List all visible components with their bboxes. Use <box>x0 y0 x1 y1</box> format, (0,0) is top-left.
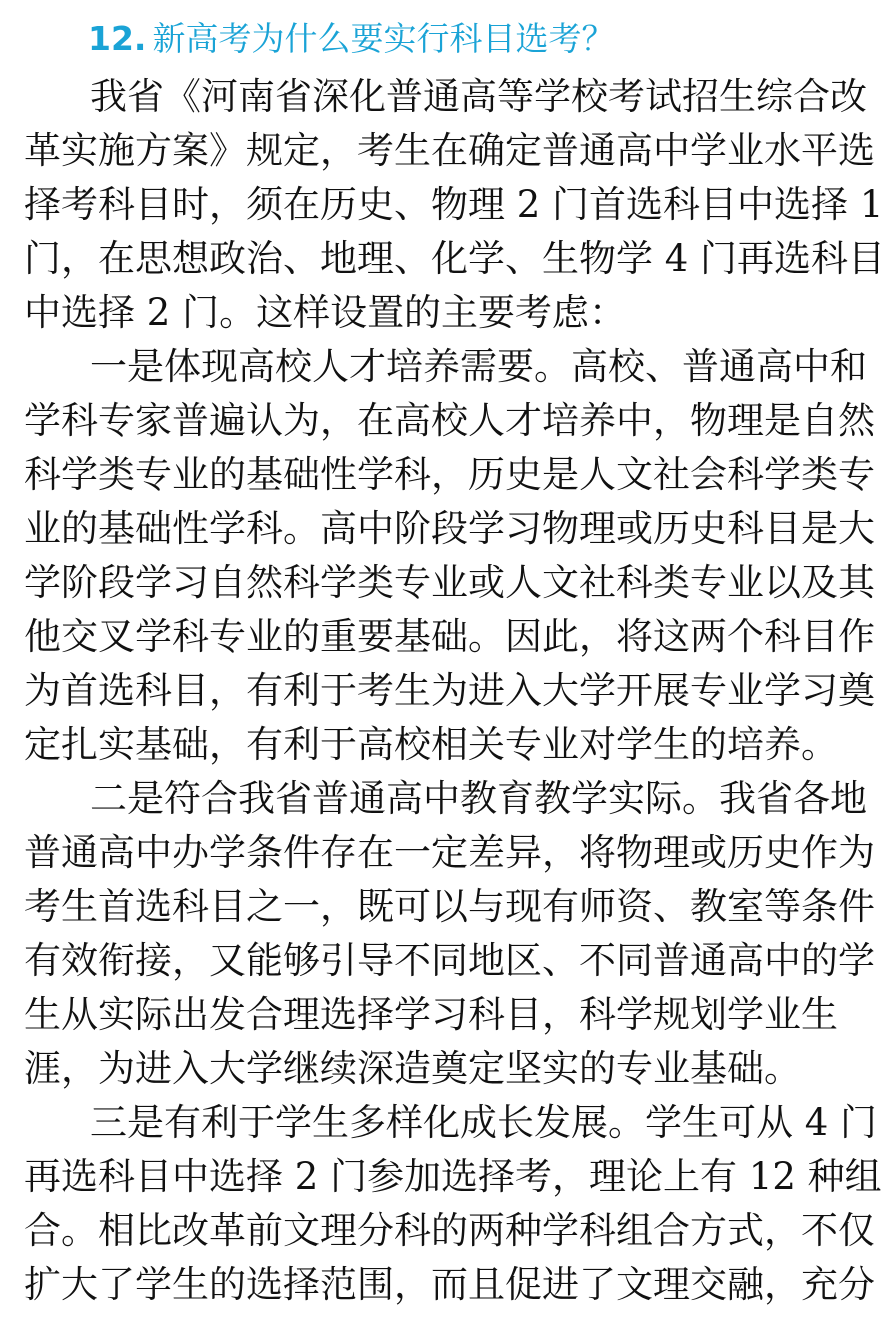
text-line: 为首选科目，有利于考生为进入大学开展专业学习奠 <box>24 669 875 712</box>
text-line: 再选科目中选择 2 门参加选择考，理论上有 12 种组 <box>24 1155 882 1198</box>
text-line: 合。相比改革前文理分科的两种学科组合方式，不仅 <box>24 1209 875 1252</box>
question-title: 新高考为什么要实行科目选考？ <box>152 19 615 58</box>
text-line: 扩大了学生的选择范围，而且促进了文理交融，充分 <box>24 1263 875 1306</box>
text-line: 他交叉学科专业的重要基础。因此，将这两个科目作 <box>24 615 875 658</box>
text-line: 有效衔接，又能够引导不同地区、不同普通高中的学 <box>24 939 875 982</box>
text-line: 择考科目时，须在历史、物理 2 门首选科目中选择 1 <box>24 183 884 226</box>
text-line: 涯，为进入大学继续深造奠定坚实的专业基础。 <box>24 1047 801 1090</box>
text-line: 科学类专业的基础性学科，历史是人文社会科学类专 <box>24 453 875 496</box>
text-line: 我省《河南省深化普通高等学校考试招生综合改 <box>90 75 867 118</box>
text-line: 二是符合我省普通高中教育教学实际。我省各地 <box>90 777 867 820</box>
text-line: 学阶段学习自然科学类专业或人文社科类专业以及其 <box>24 561 875 604</box>
section-heading <box>24 8 788 70</box>
text-line: 门，在思想政治、地理、化学、生物学 4 门再选科目 <box>24 237 885 280</box>
text-line: 革实施方案》规定，考生在确定普通高中学业水平选 <box>24 129 875 172</box>
text-line: 一是体现高校人才培养需要。高校、普通高中和 <box>90 345 867 388</box>
text-line: 定扎实基础，有利于高校相关专业对学生的培养。 <box>24 723 838 766</box>
text-line: 考生首选科目之一，既可以与现有师资、教室等条件 <box>24 885 875 928</box>
text-line: 学科专家普遍认为，在高校人才培养中，物理是自然 <box>24 399 875 442</box>
text-line: 普通高中办学条件存在一定差异，将物理或历史作为 <box>24 831 875 874</box>
text-line: 三是有利于学生多样化成长发展。学生可从 4 门 <box>90 1101 878 1144</box>
text-line: 中选择 2 门。这样设置的主要考虑： <box>24 291 627 334</box>
text-line: 业的基础性学科。高中阶段学习物理或历史科目是大 <box>24 507 875 550</box>
text-line: 生从实际出发合理选择学习科目，科学规划学业生 <box>24 993 838 1036</box>
body-text <box>24 70 885 1312</box>
question-number: 12. <box>88 19 147 58</box>
